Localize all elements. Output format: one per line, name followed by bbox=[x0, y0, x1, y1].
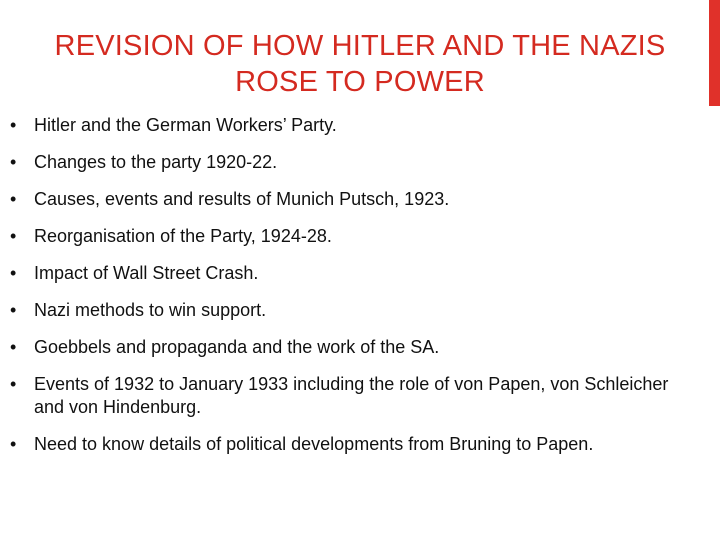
bullet-text: Nazi methods to win support. bbox=[34, 300, 267, 320]
bullet-text: Impact of Wall Street Crash. bbox=[34, 263, 259, 283]
bullet-icon: • bbox=[10, 226, 17, 246]
bullet-text: Hitler and the German Workers’ Party. bbox=[34, 115, 337, 135]
bullet-icon: • bbox=[10, 115, 17, 135]
bullet-item bbox=[0, 151, 720, 174]
bullet-icon: • bbox=[10, 152, 17, 172]
bullet-item bbox=[0, 262, 720, 285]
bullet-text: Goebbels and propaganda and the work of the SA. bbox=[34, 337, 440, 357]
bullet-text: Causes, events and results of Munich Putsch, 1923. bbox=[34, 189, 450, 209]
bullet-text: Events of 1932 to January 1933 including the role of von Papen, von Schleicher and von Hindenburg. bbox=[34, 374, 669, 417]
bullet-list bbox=[0, 114, 720, 470]
bullet-item bbox=[0, 373, 720, 419]
bullet-icon: • bbox=[10, 374, 17, 394]
bullet-item bbox=[0, 188, 720, 211]
bullet-text: Changes to the party 1920-22. bbox=[34, 152, 278, 172]
bullet-icon: • bbox=[10, 300, 17, 320]
bullet-item bbox=[0, 225, 720, 248]
slide-title: REVISION OF HOW HITLER AND THE NAZIS ROSE TO POWER bbox=[54, 30, 666, 98]
bullet-icon: • bbox=[10, 434, 17, 454]
bullet-text: Need to know details of political developments from Bruning to Papen. bbox=[34, 434, 594, 454]
bullet-item bbox=[0, 114, 720, 137]
bullet-icon: • bbox=[10, 337, 17, 357]
accent-bar bbox=[709, 0, 720, 106]
bullet-text: Reorganisation of the Party, 1924-28. bbox=[34, 226, 332, 246]
bullet-icon: • bbox=[10, 189, 17, 209]
bullet-item bbox=[0, 299, 720, 322]
bullet-item bbox=[0, 433, 720, 456]
bullet-item bbox=[0, 336, 720, 359]
bullet-icon: • bbox=[10, 263, 17, 283]
